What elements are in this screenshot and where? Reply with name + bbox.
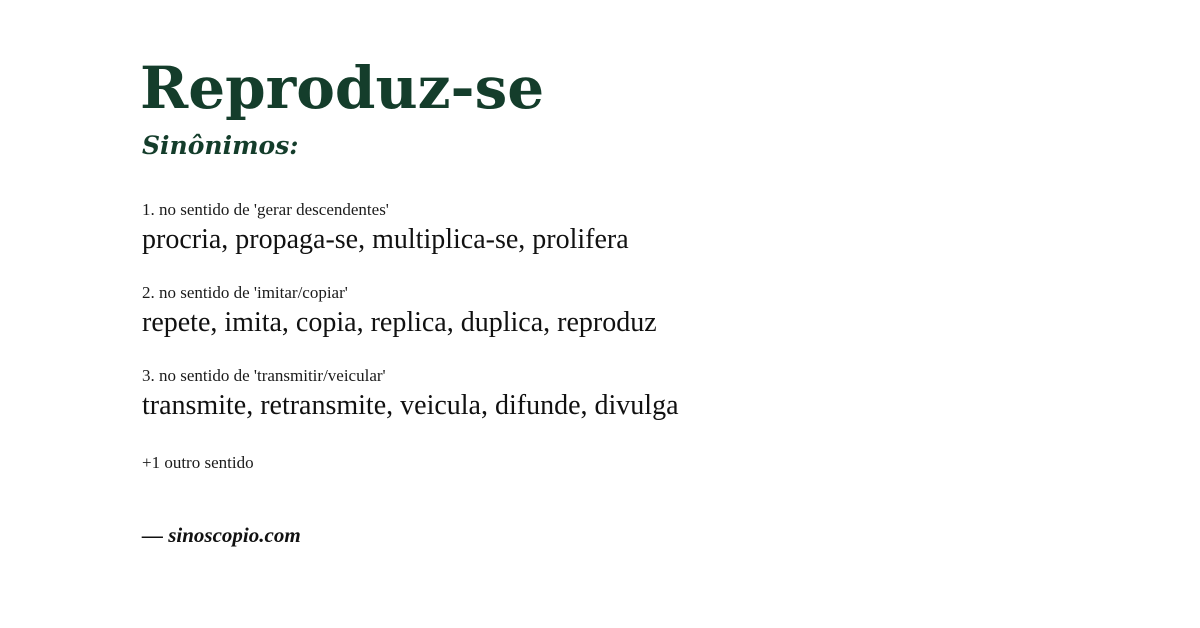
sense-gloss: 1. no sentido de 'gerar descendentes' bbox=[142, 199, 389, 219]
more-senses-note: +1 outro sentido bbox=[142, 452, 254, 472]
sense-synonyms: repete, imita, copia, replica, duplica, reproduz bbox=[142, 306, 657, 338]
sense-list bbox=[140, 200, 1120, 423]
sense-synonyms: transmite, retransmite, veicula, difunde, divulga bbox=[142, 389, 679, 421]
sense-gloss: 2. no sentido de 'imitar/copiar' bbox=[142, 282, 348, 302]
sense-entry bbox=[140, 366, 1120, 423]
sense-entry bbox=[140, 283, 1120, 340]
sense-synonyms: procria, propaga-se, multiplica-se, prolifera bbox=[142, 223, 629, 255]
source-attribution: — sinoscopio.com bbox=[142, 522, 301, 547]
sense-gloss: 3. no sentido de 'transmitir/veicular' bbox=[142, 365, 386, 385]
page-title: Reproduz-se bbox=[140, 54, 545, 122]
sense-entry bbox=[140, 200, 1120, 257]
subtitle-synonyms-label: Sinônimos: bbox=[142, 130, 299, 160]
